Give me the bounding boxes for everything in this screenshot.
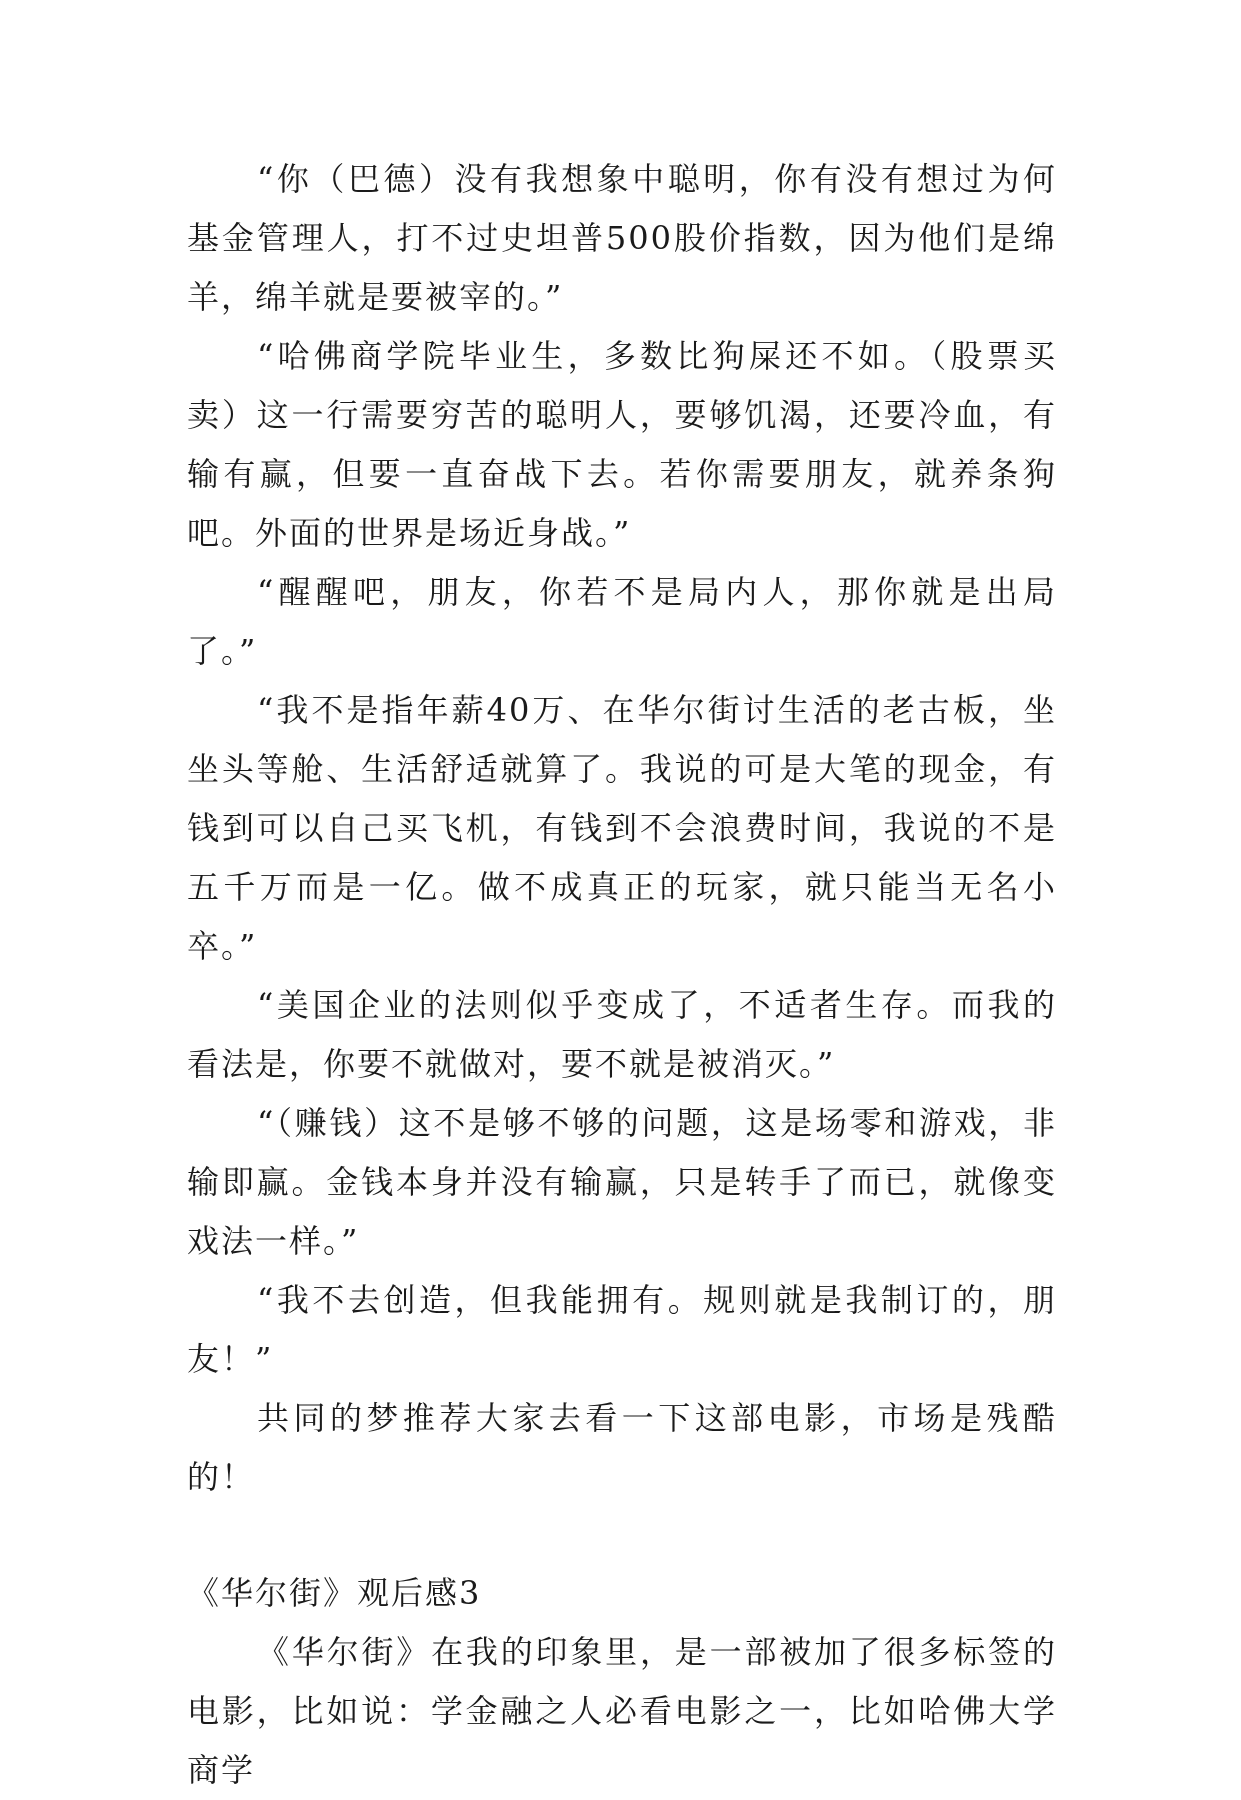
paragraph: “（赚钱）这不是够不够的问题，这是场零和游戏，非输即赢。金钱本身并没有输赢，只是转手了而已，就像变戏法一样。” [187, 1104, 1057, 1260]
paragraph: “醒醒吧，朋友，你若不是局内人，那你就是出局了。” [187, 573, 1057, 670]
paragraph: 《华尔街》在我的印象里，是一部被加了很多标签的电影，比如说：学金融之人必看电影之一，比如哈佛大学商学 [187, 1633, 1057, 1789]
paragraph: “我不是指年薪40万、在华尔街讨生活的老古板，坐坐头等舱、生活舒适就算了。我说的可是大笔的现金，有钱到可以自己买飞机，有钱到不会浪费时间，我说的不是五千万而是一亿。做不成真正的玩家，就只能当无名小卒。” [187, 691, 1057, 965]
document-body [187, 150, 1057, 1800]
section-heading: 《华尔街》观后感3 [187, 1574, 482, 1612]
paragraph: “哈佛商学院毕业生，多数比狗屎还不如。（股票买卖）这一行需要穷苦的聪明人，要够饥渴，还要冷血，有输有赢，但要一直奋战下去。若你需要朋友，就养条狗吧。外面的世界是场近身战。” [187, 337, 1057, 552]
paragraph: “美国企业的法则似乎变成了，不适者生存。而我的看法是，你要不就做对，要不就是被消灭。” [187, 986, 1057, 1083]
paragraph: 共同的梦推荐大家去看一下这部电影，市场是残酷的！ [187, 1399, 1057, 1496]
paragraph: “你（巴德）没有我想象中聪明，你有没有想过为何基金管理人，打不过史坦普500股价指数，因为他们是绵羊，绵羊就是要被宰的。” [187, 160, 1057, 316]
paragraph: “我不去创造，但我能拥有。规则就是我制订的，朋友！” [187, 1281, 1057, 1378]
